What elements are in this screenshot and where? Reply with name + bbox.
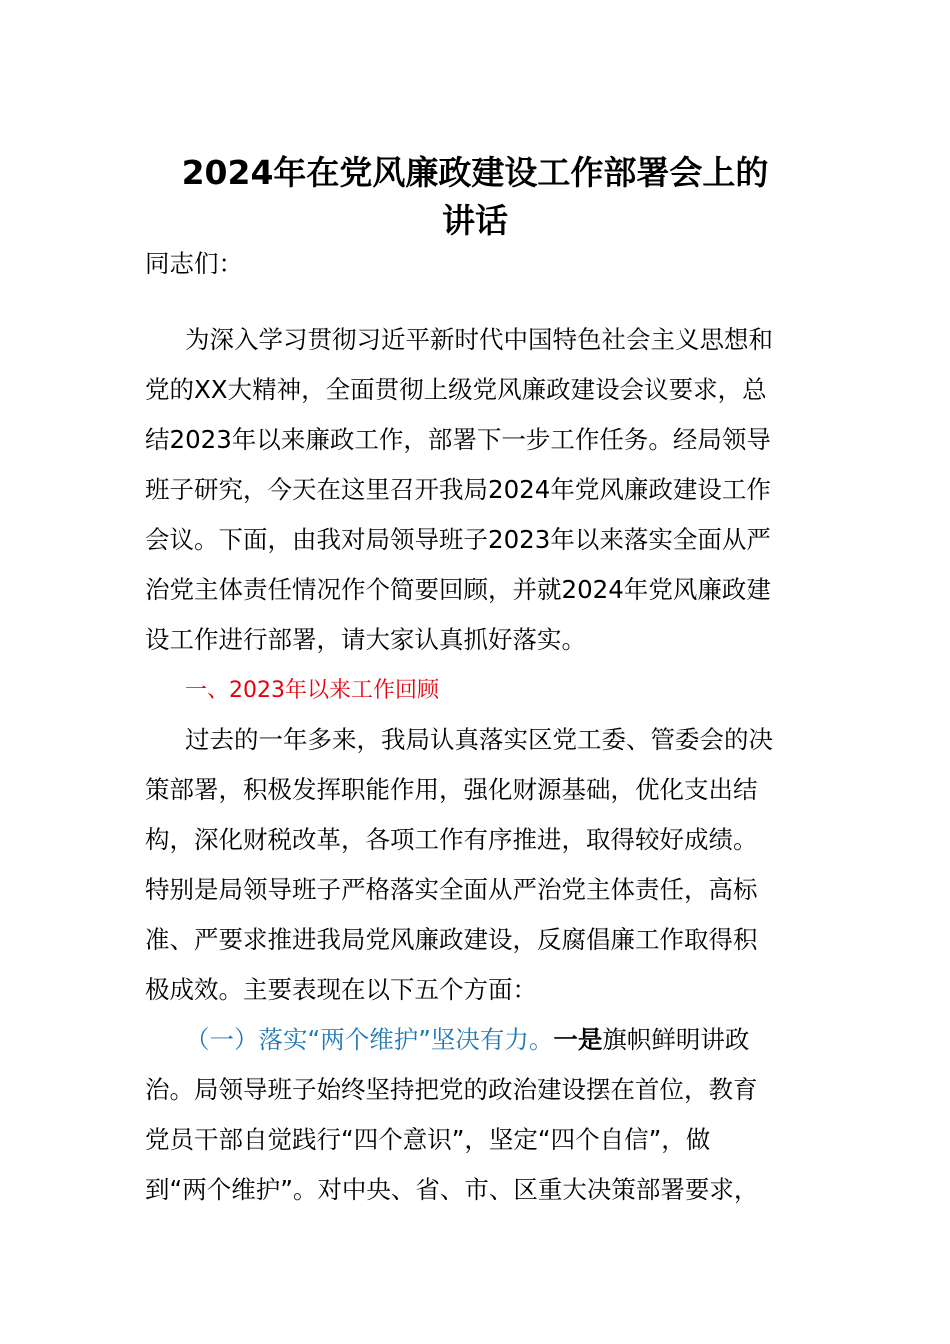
intro-line: 设工作进行部署，请大家认真抓好落实。 [145,625,586,654]
salutation: 同志们： [145,249,243,278]
title-line-1: 2024年在党风廉政建设工作部署会上的 [181,153,769,192]
document-title [100,149,850,245]
subsection-line: 党员干部自觉践行“四个意识”，坚定“四个自信”，做 [145,1125,711,1154]
review-line: 构，深化财税改革，各项工作有序推进，取得较好成绩。 [145,825,758,854]
bold-lead: 一是 [553,1025,603,1054]
section-heading: 一、2023年以来工作回顾 [185,678,439,703]
review-line: 特别是局领导班子严格落实全面从严治党主体责任，高标 [145,875,758,904]
intro-line: 党的XX大精神，全面贯彻上级党风廉政建设会议要求，总 [145,375,767,404]
review-line: 极成效。主要表现在以下五个方面： [145,975,537,1004]
subsection-line: 到“两个维护”。对中央、省、市、区重大决策部署要求， [145,1175,759,1204]
intro-line: 会议。下面，由我对局领导班子2023年以来落实全面从严 [145,525,771,554]
subsection-text: 旗帜鲜明讲政 [602,1025,750,1054]
subsection-first-line [185,1023,749,1057]
intro-line: 结2023年以来廉政工作，部署下一步工作任务。经局领导 [145,425,771,454]
review-line: 准、严要求推进我局党风廉政建设，反腐倡廉工作取得积 [145,925,758,954]
review-line: 策部署，积极发挥职能作用，强化财源基础，优化支出结 [145,775,758,804]
review-line: 过去的一年多来，我局认真落实区党工委、管委会的决 [185,725,773,754]
intro-line: 为深入学习贯彻习近平新时代中国特色社会主义思想和 [185,325,773,354]
subsection-heading: （一）落实“两个维护”坚决有力。 [185,1025,554,1054]
intro-line: 班子研究，今天在这里召开我局2024年党风廉政建设工作 [145,475,771,504]
intro-line: 治党主体责任情况作个简要回顾，并就2024年党风廉政建 [145,575,771,604]
title-line-2: 讲话 [442,201,508,240]
subsection-line: 治。局领导班子始终坚持把党的政治建设摆在首位，教育 [145,1075,758,1104]
